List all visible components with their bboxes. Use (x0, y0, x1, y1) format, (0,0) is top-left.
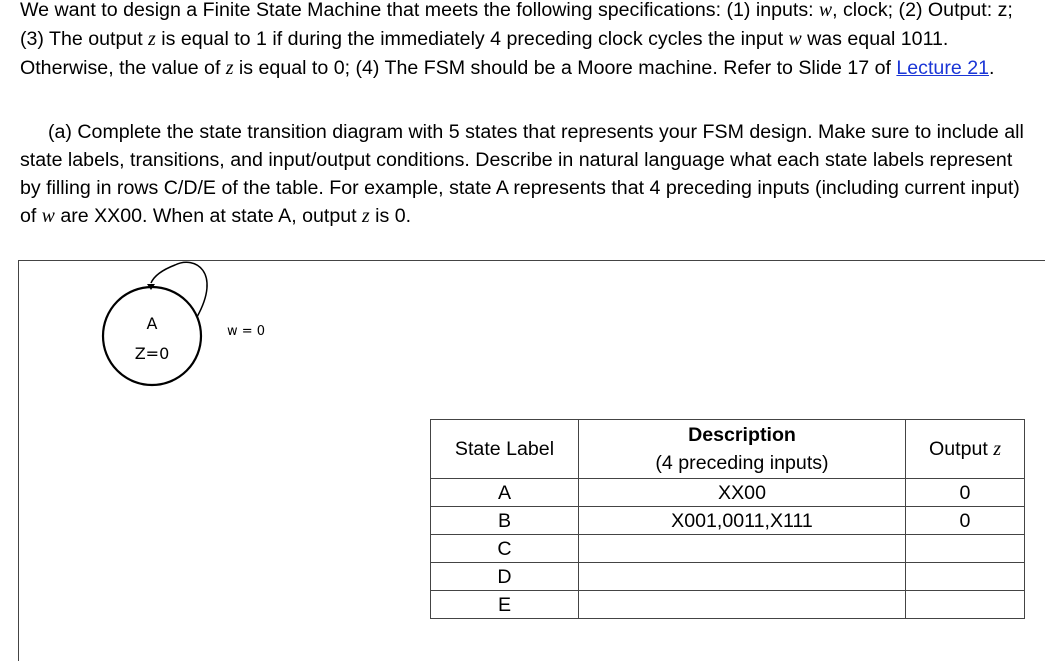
row-output: 0 (906, 479, 1025, 507)
row-state-label: B (431, 507, 579, 535)
header-description-title: Description (688, 424, 796, 446)
state-table (430, 419, 1025, 619)
table-row (431, 507, 1025, 535)
text-segment: is equal to 0; (4) The FSM should be a Moore machine. Refer to Slide 17 of (233, 57, 897, 79)
state-a-output: Z=0 (134, 344, 170, 363)
table-row (431, 563, 1025, 591)
row-state-label: E (431, 591, 579, 619)
row-state-label: C (431, 535, 579, 563)
row-state-label: A (431, 479, 579, 507)
header-description (579, 420, 906, 479)
row-description-blank[interactable] (579, 591, 906, 619)
var-w: w (819, 0, 833, 21)
header-state-label: State Label (431, 420, 579, 479)
text-segment: are XX00. When at state A, output (54, 205, 363, 227)
table-row (431, 591, 1025, 619)
row-description: XX00 (579, 479, 906, 507)
header-output-text: Output (929, 437, 994, 460)
header-output (906, 420, 1025, 479)
text-segment: is equal to 1 if during the immediately 4 preceding clock cycles the input (155, 28, 789, 50)
table-header-row (431, 420, 1025, 479)
row-output-blank[interactable] (906, 535, 1025, 563)
row-output: 0 (906, 507, 1025, 535)
text-segment: , clock; (2) Output: z; (3) The output (20, 0, 1013, 50)
var-z: z (362, 206, 370, 227)
state-a-name: A (146, 314, 158, 333)
row-state-label: D (431, 563, 579, 591)
var-w: w (788, 29, 802, 50)
text-segment: was equal 1011. Otherwise, the value of (20, 28, 949, 79)
row-description-blank[interactable] (579, 535, 906, 563)
text-segment: is 0. (369, 205, 412, 227)
table-row (431, 479, 1025, 507)
header-output-var: z (993, 438, 1001, 460)
lecture-21-link[interactable]: Lecture 21 (896, 57, 989, 79)
var-w: w (41, 206, 55, 227)
header-description-sub: (4 preceding inputs) (655, 452, 829, 474)
text-segment: (a) Complete the state transition diagram with 5 states that represents your FSM design. Make sure to include all state labels, transitions, and input/output conditions. Describe in natural language what each state labels represent by filling in rows C/D/E of the table. For example, state A represents that 4 preceding inputs (including current input) of (20, 121, 1024, 227)
state-a-circle[interactable] (103, 287, 201, 385)
var-z: z (148, 29, 156, 50)
table-row (431, 535, 1025, 563)
self-loop-label: w = 0 (227, 324, 266, 339)
var-z: z (225, 58, 234, 79)
text-segment: We want to design a Finite State Machine that meets the following specifications: (1) inputs: (20, 0, 820, 21)
row-output-blank[interactable] (906, 563, 1025, 591)
text-segment: . (988, 57, 995, 79)
row-description: X001,0011,X111 (579, 507, 906, 535)
row-description-blank[interactable] (579, 563, 906, 591)
row-output-blank[interactable] (906, 591, 1025, 619)
